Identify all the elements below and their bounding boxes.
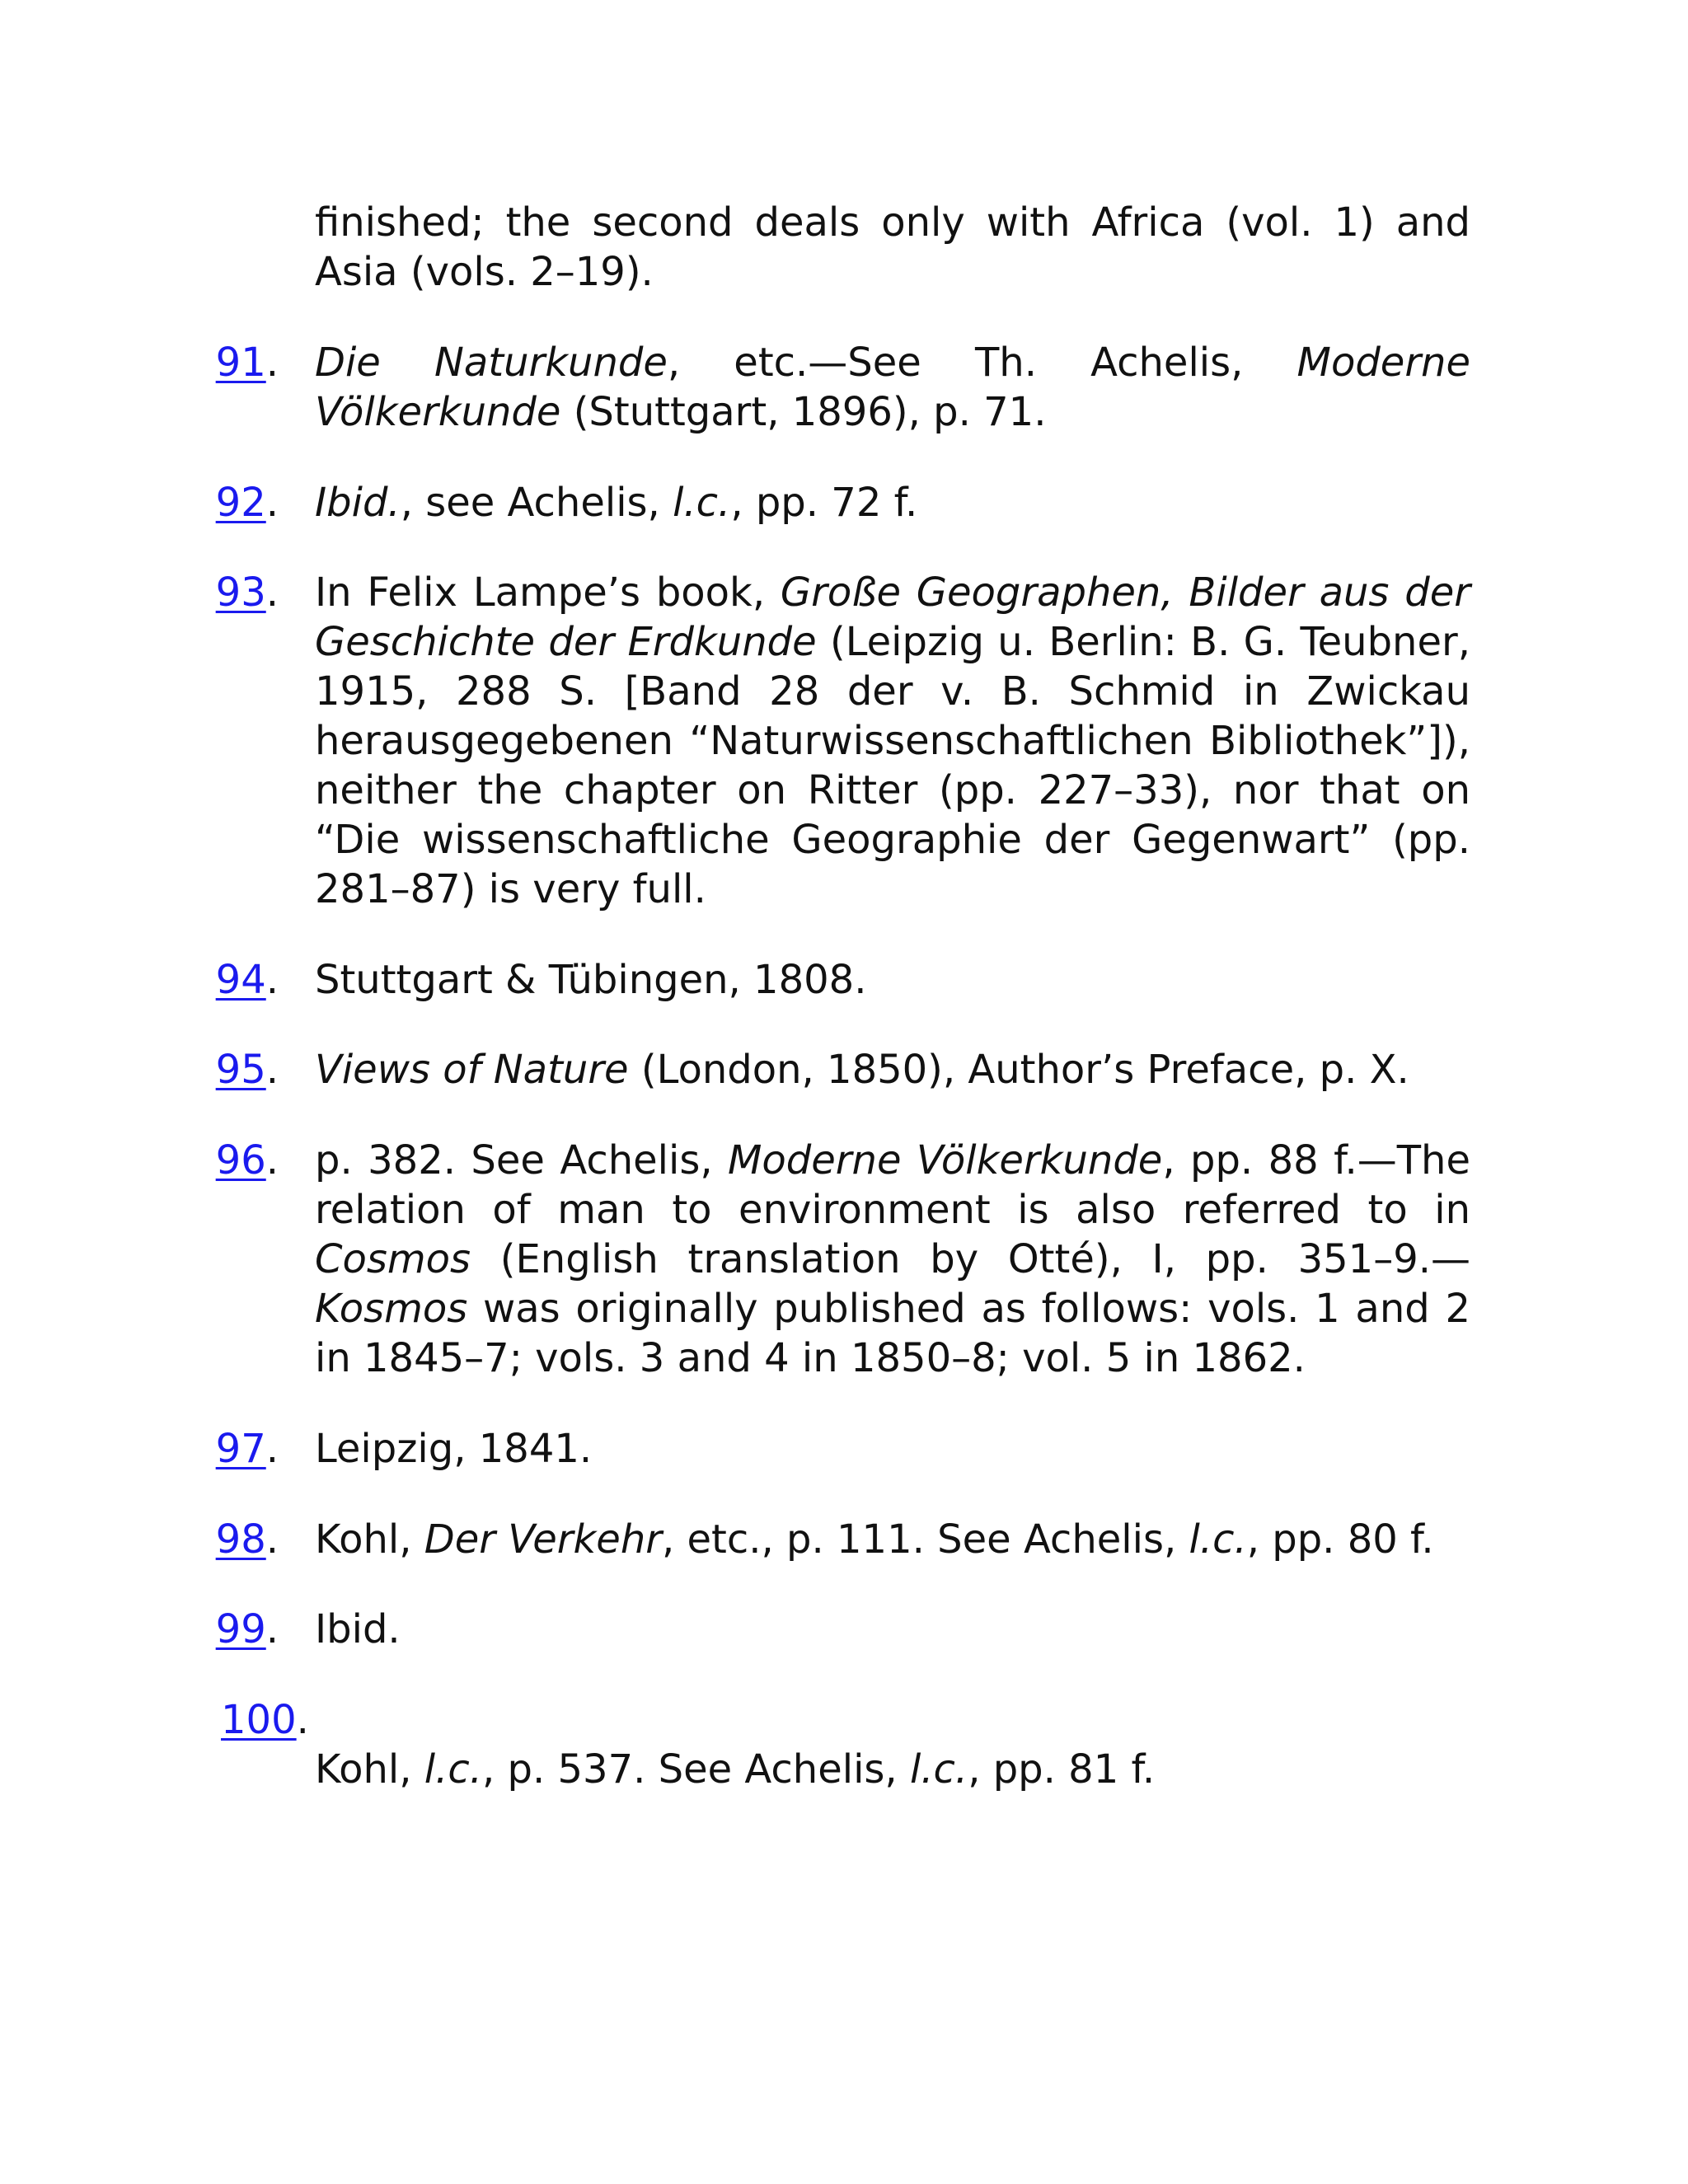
footnote-link-98[interactable]: 98: [215, 1516, 266, 1563]
footnote-link-93[interactable]: 93: [215, 569, 266, 616]
footnote-text: finished; the second deals only with Africa (vol. 1) and Asia (vols. 2–19).: [315, 199, 1470, 295]
footnote-link-92[interactable]: 92: [215, 480, 266, 526]
text-segment: , pp. 72 f.: [730, 480, 918, 526]
footnote-link-100[interactable]: 100: [221, 1697, 297, 1743]
footnote-number: 95.: [215, 1047, 279, 1093]
text-segment: , etc., p. 111. See Achelis,: [662, 1516, 1189, 1563]
italic-segment: Die Naturkunde: [315, 340, 668, 386]
text-segment: was originally published as follows: vols. 1 and 2 in 1845–7; vols. 3 and 4 in 1850–8; vol. 5 in 1862.: [315, 1286, 1470, 1381]
text-segment: (English translation by Otté), I, pp. 351–9.—: [471, 1236, 1470, 1282]
italic-segment: Große Geographen, Bilder aus der Geschichte der Erdkunde: [315, 569, 1470, 665]
footnote-number: 93.: [215, 569, 279, 616]
text-segment: , etc.—See Th. Achelis,: [667, 340, 1297, 386]
italic-segment: Der Verkehr: [424, 1516, 662, 1563]
footnote-text: [315, 1424, 1470, 1474]
footnote-text: [315, 568, 1470, 914]
text-segment: , pp. 80 f.: [1246, 1516, 1434, 1563]
text-segment: Ibid.: [315, 1606, 401, 1652]
text-segment: (Leipzig u. Berlin: B. G. Teubner, 1915, 288 S. [Band 28 der v. B. Schmid in Zwickau herausgegebenen “Naturwissenschaftlichen Bibliothek”]), neither the chapter on Ritter (pp. 227–33), nor that on “Die wissenschaftliche Geographie der Gegenwart” (pp. 281–87) is very full.: [315, 619, 1471, 912]
footnote-link-94[interactable]: 94: [215, 957, 266, 1003]
footnote-link-91[interactable]: 91: [215, 340, 266, 386]
footnote-text: [315, 955, 1470, 1005]
footnote-text: [315, 338, 1470, 437]
footnote-text: [315, 1136, 1470, 1383]
italic-segment: Moderne Völkerkunde: [315, 340, 1470, 435]
text-segment: , p. 537. See Achelis,: [481, 1746, 910, 1793]
italic-segment: l.c.: [673, 480, 731, 526]
footnote-number: 100.: [221, 1697, 309, 1743]
footnote-number: 92.: [215, 480, 279, 526]
footnote-text: [315, 1605, 1470, 1654]
text-segment: , pp. 88 f.—The relation of man to environment is also referred to in: [315, 1137, 1471, 1233]
footnote-number: 96.: [215, 1137, 279, 1183]
text-segment: Stuttgart & Tübingen, 1808.: [315, 957, 867, 1003]
footnote-number: 91.: [215, 340, 279, 386]
footnote-link-96[interactable]: 96: [215, 1137, 266, 1183]
text-segment: (Stuttgart, 1896), p. 71.: [560, 389, 1047, 435]
footnote-link-97[interactable]: 97: [215, 1426, 266, 1472]
text-segment: p. 382. See Achelis,: [315, 1137, 729, 1183]
footnote-number: 97.: [215, 1426, 279, 1472]
italic-segment: l.c.: [1189, 1516, 1247, 1563]
footnote-text: [315, 1745, 1470, 1794]
text-segment: Leipzig, 1841.: [315, 1426, 593, 1472]
footnote-number: 98.: [215, 1516, 279, 1563]
footnote-text: [315, 478, 1470, 527]
text-segment: Kohl,: [315, 1746, 424, 1793]
footnote-text: [315, 1515, 1470, 1564]
italic-segment: Cosmos: [315, 1236, 471, 1282]
footnote-link-95[interactable]: 95: [215, 1047, 266, 1093]
text-segment: , see Achelis,: [400, 480, 673, 526]
text-segment: In Felix Lampe’s book,: [315, 569, 781, 616]
footnote-link-99[interactable]: 99: [215, 1606, 266, 1652]
text-segment: Kohl,: [315, 1516, 424, 1563]
text-segment: , pp. 81 f.: [968, 1746, 1156, 1793]
italic-segment: l.c.: [424, 1746, 482, 1793]
italic-segment: Moderne Völkerkunde: [728, 1137, 1163, 1183]
italic-segment: Views of Nature: [315, 1047, 629, 1093]
footnote-text: [315, 1045, 1470, 1094]
footnote-number: 94.: [215, 957, 279, 1003]
italic-segment: Ibid.: [315, 480, 401, 526]
footnote-number: 99.: [215, 1606, 279, 1652]
text-segment: (London, 1850), Author’s Preface, p. X.: [628, 1047, 1409, 1093]
italic-segment: l.c.: [909, 1746, 968, 1793]
italic-segment: Kosmos: [315, 1286, 468, 1332]
